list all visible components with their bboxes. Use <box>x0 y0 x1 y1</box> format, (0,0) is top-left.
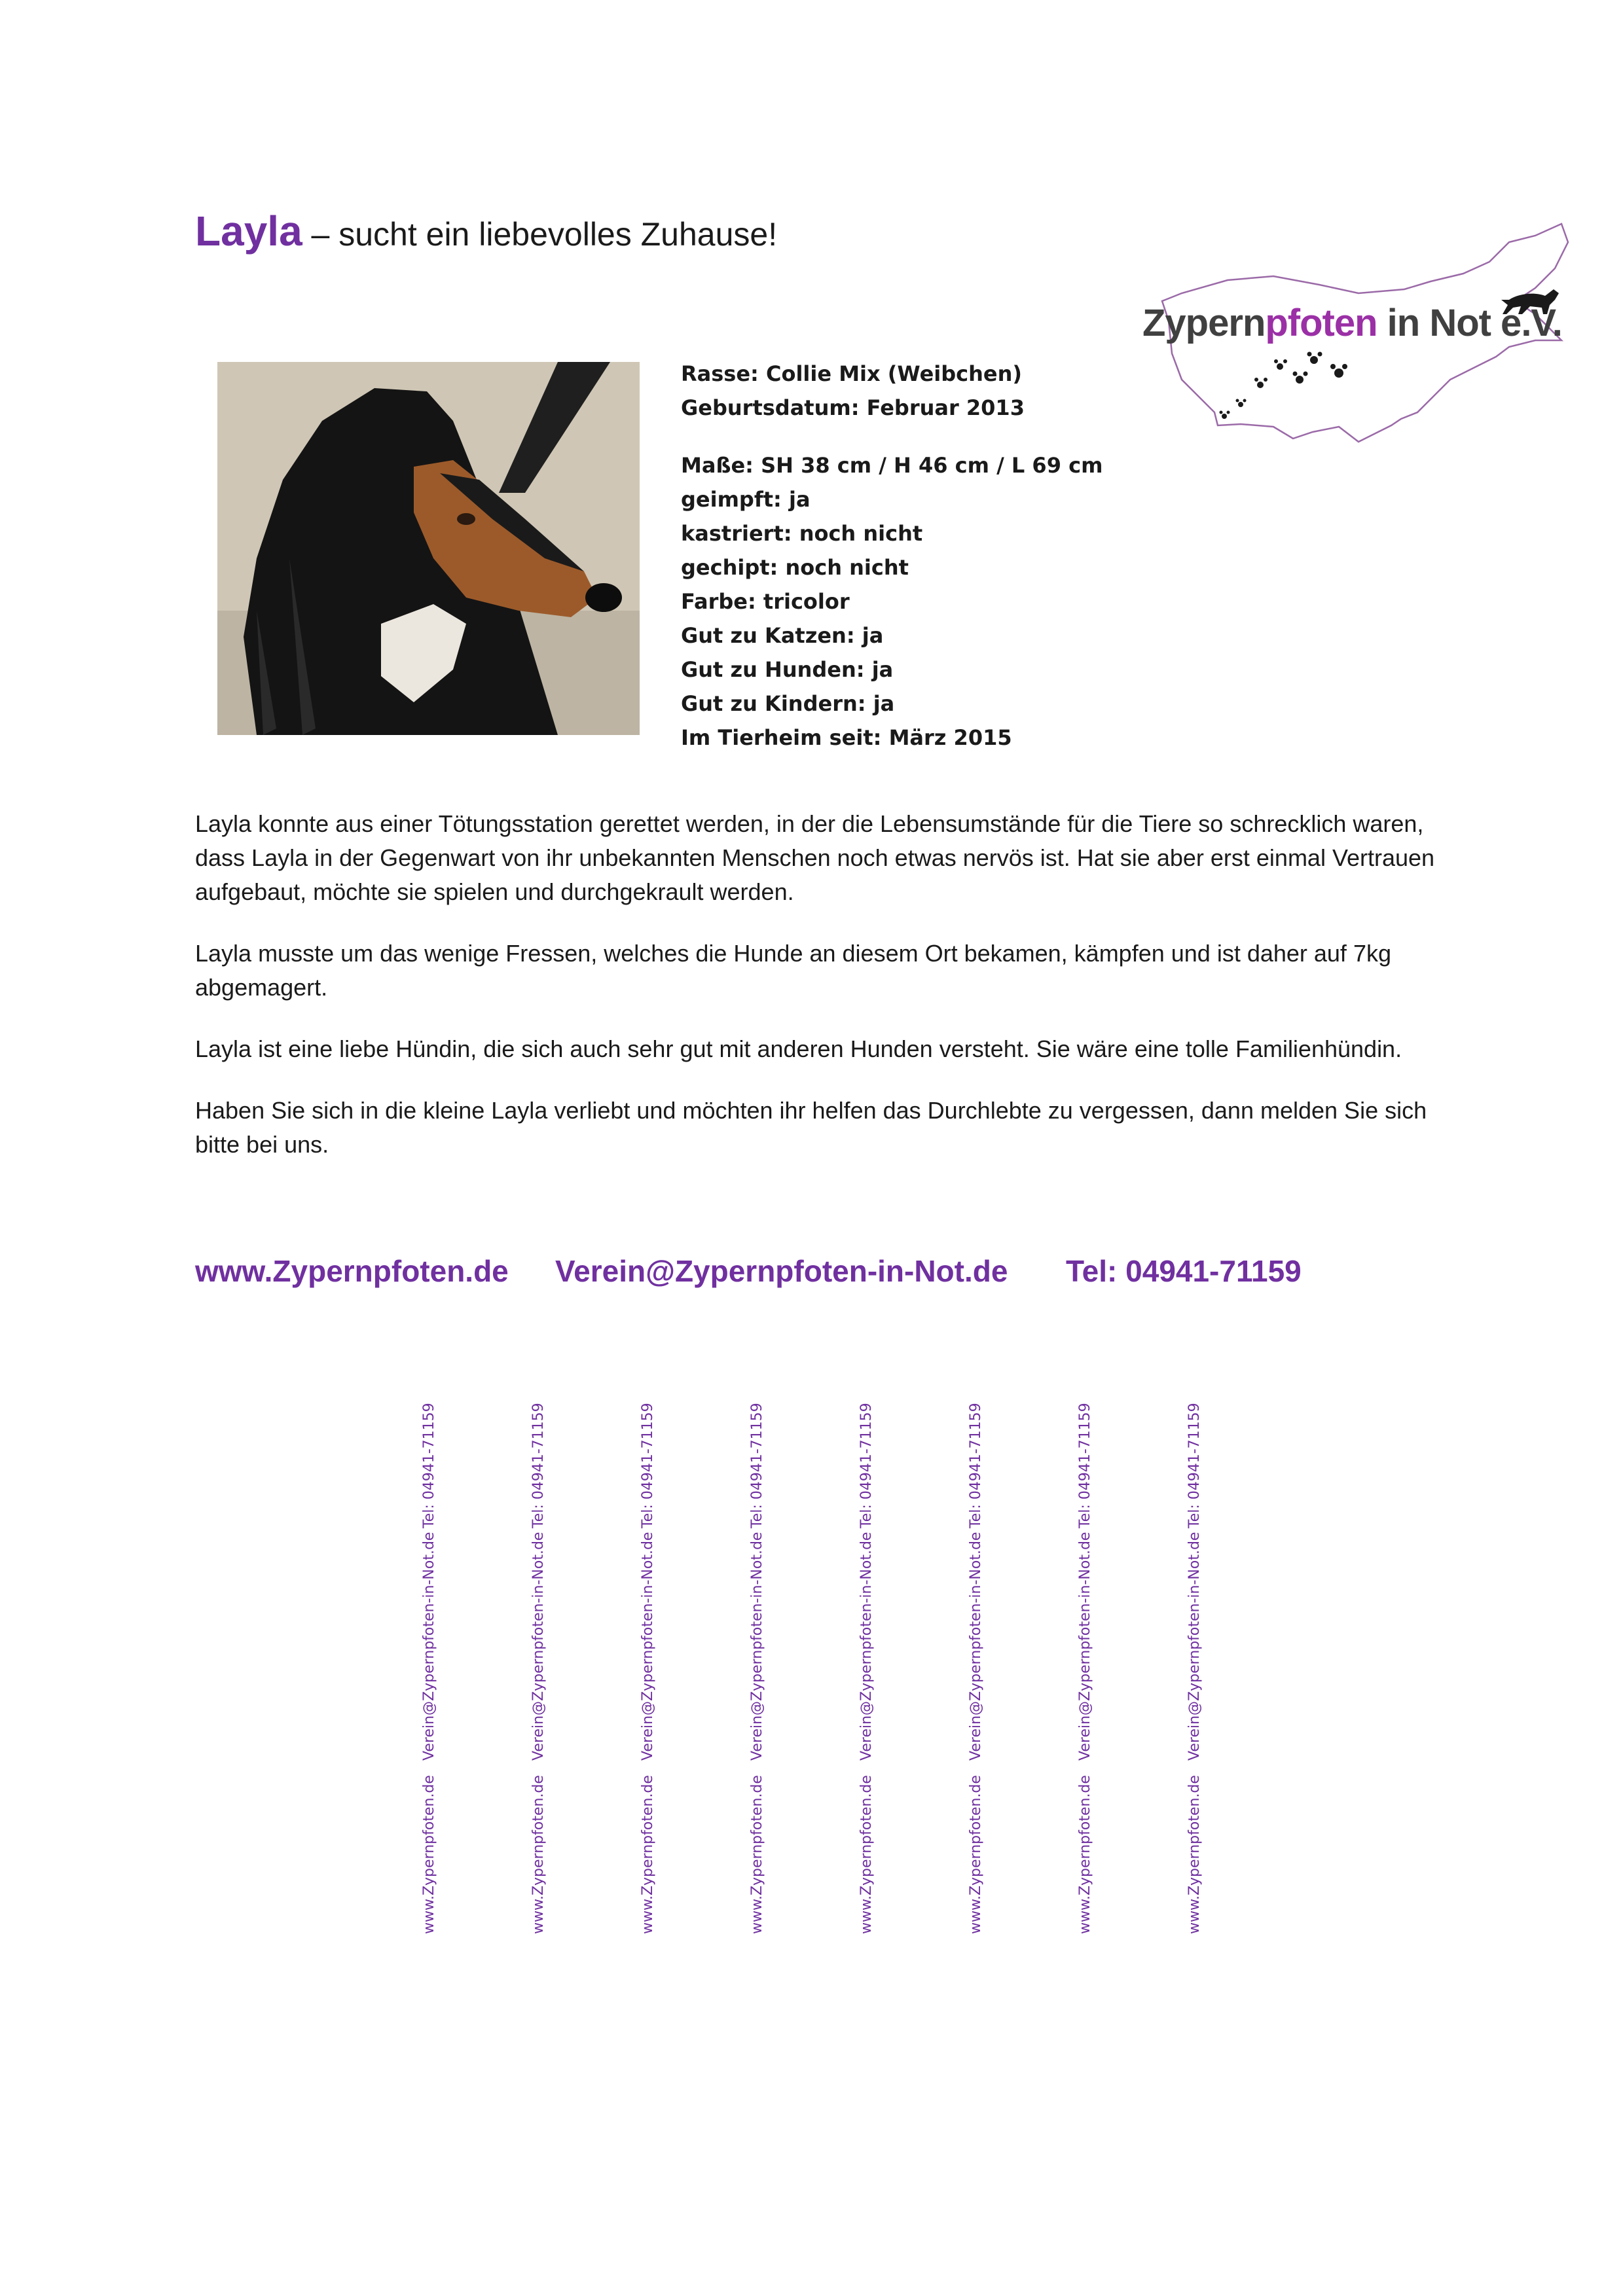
tearoff-website: www.Zypernpfoten.de <box>421 1775 437 1934</box>
tearoff-strip <box>1186 1403 1219 1937</box>
tearoff-website: www.Zypernpfoten.de <box>858 1775 875 1934</box>
tearoff-phone: Tel: 04941-71159 <box>749 1403 765 1528</box>
paragraph: Layla konnte aus einer Tötungsstation gerettet werden, in der die Lebensumstände für die Tiere so schrecklich waren, dass Layla in der Gegenwart von ihr unbekannten Menschen noch etwas nervös ist. Hat sie aber erst einmal Vertrauen aufgebaut, möchte sie spielen und durchgekrault werden. <box>195 810 1435 905</box>
tearoff-strip <box>1077 1403 1110 1937</box>
tearoff-phone: Tel: 04941-71159 <box>640 1403 656 1528</box>
tearoff-strip <box>968 1403 1000 1937</box>
tearoff-phone: Tel: 04941-71159 <box>1077 1403 1093 1528</box>
fact-children: Gut zu Kindern: ja <box>681 691 895 716</box>
tearoff-email: Verein@Zypernpfoten-in-Not.de <box>749 1532 765 1761</box>
tearoff-strip <box>858 1403 891 1937</box>
logo-text-zypern: Zypern <box>1142 302 1266 344</box>
tearoff-email: Verein@Zypernpfoten-in-Not.de <box>640 1532 656 1761</box>
fact-dogs: Gut zu Hunden: ja <box>681 657 894 682</box>
tearoff-email: Verein@Zypernpfoten-in-Not.de <box>968 1532 984 1761</box>
tearoff-website: www.Zypernpfoten.de <box>1077 1775 1093 1934</box>
tearoff-phone: Tel: 04941-71159 <box>421 1403 437 1528</box>
fact-cats: Gut zu Katzen: ja <box>681 623 884 648</box>
tearoff-website: www.Zypernpfoten.de <box>749 1775 765 1934</box>
contact-website-link[interactable]: www.Zypernpfoten.de <box>195 1254 509 1288</box>
paragraph: Haben Sie sich in die kleine Layla verliebt und möchten ihr helfen das Durchlebte zu vergessen, dann melden Sie sich bitte bei uns. <box>195 1097 1427 1158</box>
contact-email-link[interactable]: Verein@Zypernpfoten-in-Not.de <box>555 1254 1008 1288</box>
tearoff-website: www.Zypernpfoten.de <box>1186 1775 1203 1934</box>
tearoff-email: Verein@Zypernpfoten-in-Not.de <box>1186 1532 1203 1761</box>
fact-chipped: gechipt: noch nicht <box>681 555 909 580</box>
tearoff-phone: Tel: 04941-71159 <box>530 1403 547 1528</box>
fact-color: Farbe: tricolor <box>681 589 850 614</box>
tearoff-strip <box>749 1403 782 1937</box>
fact-neutered: kastriert: noch nicht <box>681 521 923 546</box>
paragraph: Layla musste um das wenige Fressen, welches die Hunde an diesem Ort bekamen, kämpfen und ist daher auf 7kg abgemagert. <box>195 940 1391 1001</box>
logo-text-in-not: in Not e.V. <box>1377 302 1562 344</box>
fact-breed: Rasse: Collie Mix (Weibchen) <box>681 361 1022 386</box>
fact-measurements: Maße: SH 38 cm / H 46 cm / L 69 cm <box>681 453 1103 478</box>
tearoff-email: Verein@Zypernpfoten-in-Not.de <box>858 1532 875 1761</box>
logo-text-pfoten: pfoten <box>1265 302 1377 344</box>
tearoff-website: www.Zypernpfoten.de <box>968 1775 984 1934</box>
tearoff-website: www.Zypernpfoten.de <box>530 1775 547 1934</box>
tearoff-phone: Tel: 04941-71159 <box>968 1403 984 1528</box>
tearoff-email: Verein@Zypernpfoten-in-Not.de <box>530 1532 547 1761</box>
dog-name: Layla <box>195 207 302 255</box>
tearoff-strip <box>530 1403 563 1937</box>
tearoff-phone: Tel: 04941-71159 <box>858 1403 875 1528</box>
title-subtitle: – sucht ein liebevolles Zuhause! <box>302 216 778 253</box>
fact-shelter-since: Im Tierheim seit: März 2015 <box>681 725 1012 750</box>
tearoff-strip <box>421 1403 454 1937</box>
tearoff-phone: Tel: 04941-71159 <box>1186 1403 1203 1528</box>
tearoff-email: Verein@Zypernpfoten-in-Not.de <box>1077 1532 1093 1761</box>
tearoff-email: Verein@Zypernpfoten-in-Not.de <box>421 1532 437 1761</box>
contact-phone: Tel: 04941-71159 <box>1066 1254 1302 1288</box>
fact-birthdate: Geburtsdatum: Februar 2013 <box>681 395 1025 420</box>
tearoff-strip <box>640 1403 672 1937</box>
paragraph: Layla ist eine liebe Hündin, die sich auch sehr gut mit anderen Hunden versteht. Sie wäre eine tolle Familienhündin. <box>195 1035 1402 1062</box>
tearoff-website: www.Zypernpfoten.de <box>640 1775 656 1934</box>
fact-vaccinated: geimpft: ja <box>681 487 811 512</box>
